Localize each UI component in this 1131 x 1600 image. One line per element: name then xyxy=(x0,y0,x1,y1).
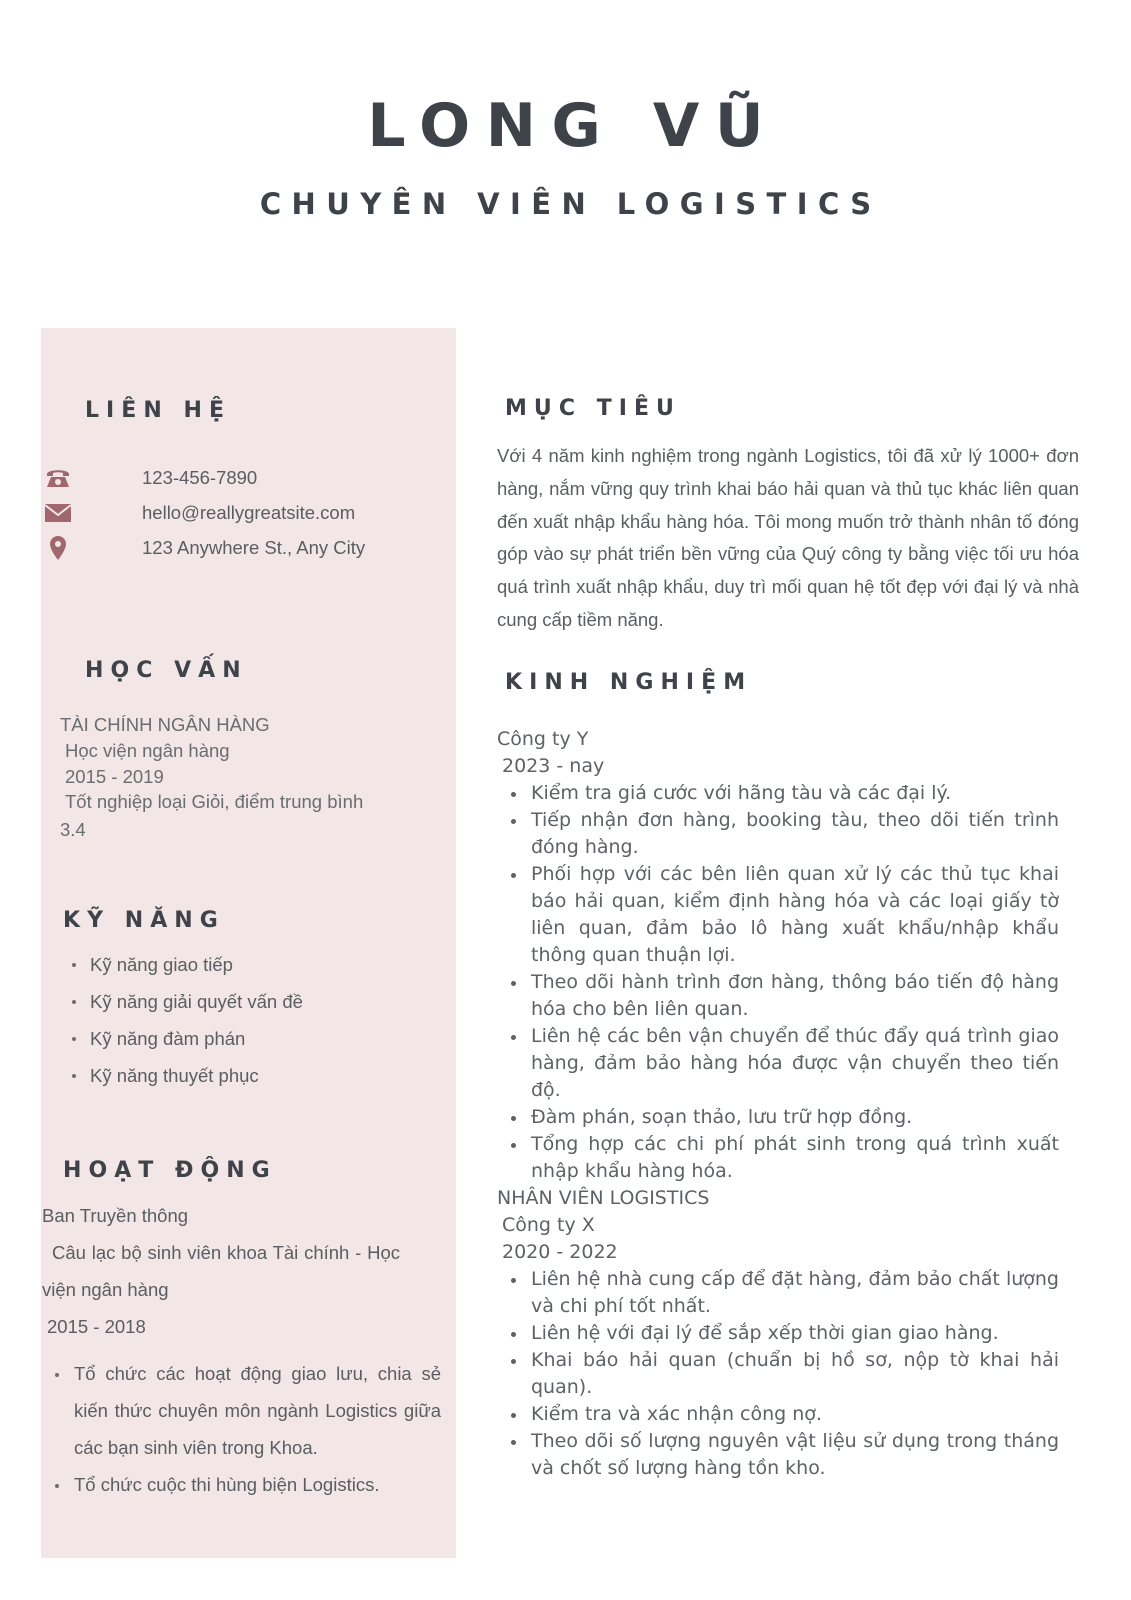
experience-bullet: Liên hệ với đại lý để sắp xếp thời gian giao hàng. xyxy=(497,1320,1059,1347)
experience-bullets xyxy=(497,1266,1059,1482)
phone-icon xyxy=(44,465,72,491)
contact-heading: LIÊN HỆ xyxy=(85,398,232,423)
experience-bullet: Khai báo hải quan (chuẩn bị hồ sơ, nộp tờ khai hải quan). xyxy=(497,1347,1059,1401)
skills-list xyxy=(70,952,303,1100)
activity-list xyxy=(41,1355,441,1503)
contact-phone-row xyxy=(44,465,258,491)
experience-bullet: Đàm phán, soạn thảo, lưu trữ hợp đồng. xyxy=(497,1104,1059,1131)
education-years: 2015 - 2019 xyxy=(65,766,164,787)
experience-bullet: Phối hợp với các bên liên quan xử lý các thủ tục khai báo hải quan, kiểm định hàng hóa và các loại giấy tờ liên quan, đảm bảo lô hàng xuất khẩu/nhập khẩu thông quan thuận lợi. xyxy=(497,861,1059,969)
skills-heading: KỸ NĂNG xyxy=(63,908,225,933)
experience-heading: KINH NGHIỆM xyxy=(505,670,753,695)
experience-bullet: Theo dõi hành trình đơn hàng, thông báo tiến độ hàng hóa cho bên liên quan. xyxy=(497,969,1059,1023)
education-major: TÀI CHÍNH NGÂN HÀNG xyxy=(60,714,270,735)
experience-years: 2020 - 2022 xyxy=(502,1241,618,1263)
experience-company: Công ty Y xyxy=(497,728,589,750)
contact-phone[interactable]: 123-456-7890 xyxy=(142,467,258,488)
objective-heading: MỤC TIÊU xyxy=(505,396,681,421)
activity-organization: Câu lạc bộ sinh viên khoa Tài chính - Học viện ngân hàng xyxy=(42,1242,400,1300)
contact-address: 123 Anywhere St., Any City xyxy=(142,537,366,558)
education-result: Tốt nghiệp loại Giỏi, điểm trung bình xyxy=(65,791,364,812)
email-icon xyxy=(44,500,72,526)
activity-role: Ban Truyền thông xyxy=(42,1205,189,1226)
contact-address-row xyxy=(44,535,366,561)
experience-bullet: Liên hệ các bên vận chuyển để thúc đẩy quá trình giao hàng, đảm bảo hàng hóa được vận chuyển theo tiến độ. xyxy=(497,1023,1059,1104)
experience-years: 2023 - nay xyxy=(502,755,605,777)
contact-email-row xyxy=(44,500,356,526)
experience-bullet: Tiếp nhận đơn hàng, booking tàu, theo dõi tiến trình đóng hàng. xyxy=(497,807,1059,861)
activities-heading: HOẠT ĐỘNG xyxy=(63,1158,277,1183)
job-title: CHUYÊN VIÊN LOGISTICS xyxy=(259,187,882,221)
education-school: Học viện ngân hàng xyxy=(65,740,230,761)
contact-email[interactable]: hello@reallygreatsite.com xyxy=(142,502,356,523)
objective-text: Với 4 năm kinh nghiệm trong ngành Logistics, tôi đã xử lý 1000+ đơn hàng, nắm vững quy trình khai báo hải quan và thủ tục khác liên quan đến xuất nhập khẩu hàng hóa. Tôi mong muốn trở thành nhân tố đóng góp vào sự phát triển bền vững của Quý công ty bằng việc tối ưu hóa quá trình xuất nhập khẩu, duy trì mối quan hệ tốt đẹp với đại lý và nhà cung cấp tiềm năng. xyxy=(497,445,1079,630)
skill-item: Kỹ năng giải quyết vấn đề xyxy=(70,989,303,1026)
experience-bullet: Kiểm tra và xác nhận công nợ. xyxy=(497,1401,1059,1428)
activity-item: Tổ chức các hoạt động giao lưu, chia sẻ kiến thức chuyên môn ngành Logistics giữa các bạn sinh viên trong Khoa. xyxy=(41,1355,441,1466)
experience-bullet: Theo dõi số lượng nguyên vật liệu sử dụng trong tháng và chốt số lượng hàng tồn kho. xyxy=(497,1428,1059,1482)
experience-job-title: NHÂN VIÊN LOGISTICS xyxy=(497,1187,710,1209)
experience-bullets xyxy=(497,780,1059,1185)
skill-item: Kỹ năng đàm phán xyxy=(70,1026,303,1063)
activity-item: Tổ chức cuộc thi hùng biện Logistics. xyxy=(41,1466,441,1503)
activity-years: 2015 - 2018 xyxy=(47,1316,146,1337)
skill-item: Kỹ năng giao tiếp xyxy=(70,952,303,989)
skill-item: Kỹ năng thuyết phục xyxy=(70,1063,303,1100)
experience-bullet: Kiểm tra giá cước với hãng tàu và các đại lý. xyxy=(497,780,1059,807)
experience-entry xyxy=(497,726,1059,1482)
experience-bullet: Liên hệ nhà cung cấp để đặt hàng, đảm bảo chất lượng và chi phí tốt nhất. xyxy=(497,1266,1059,1320)
candidate-name: LONG VŨ xyxy=(367,91,780,161)
experience-company: Công ty X xyxy=(502,1214,595,1236)
education-heading: HỌC VẤN xyxy=(85,658,248,683)
experience-bullet: Tổng hợp các chi phí phát sinh trong quá trình xuất nhập khẩu hàng hóa. xyxy=(497,1131,1059,1185)
education-gpa: 3.4 xyxy=(60,819,86,840)
location-pin-icon xyxy=(44,535,72,561)
